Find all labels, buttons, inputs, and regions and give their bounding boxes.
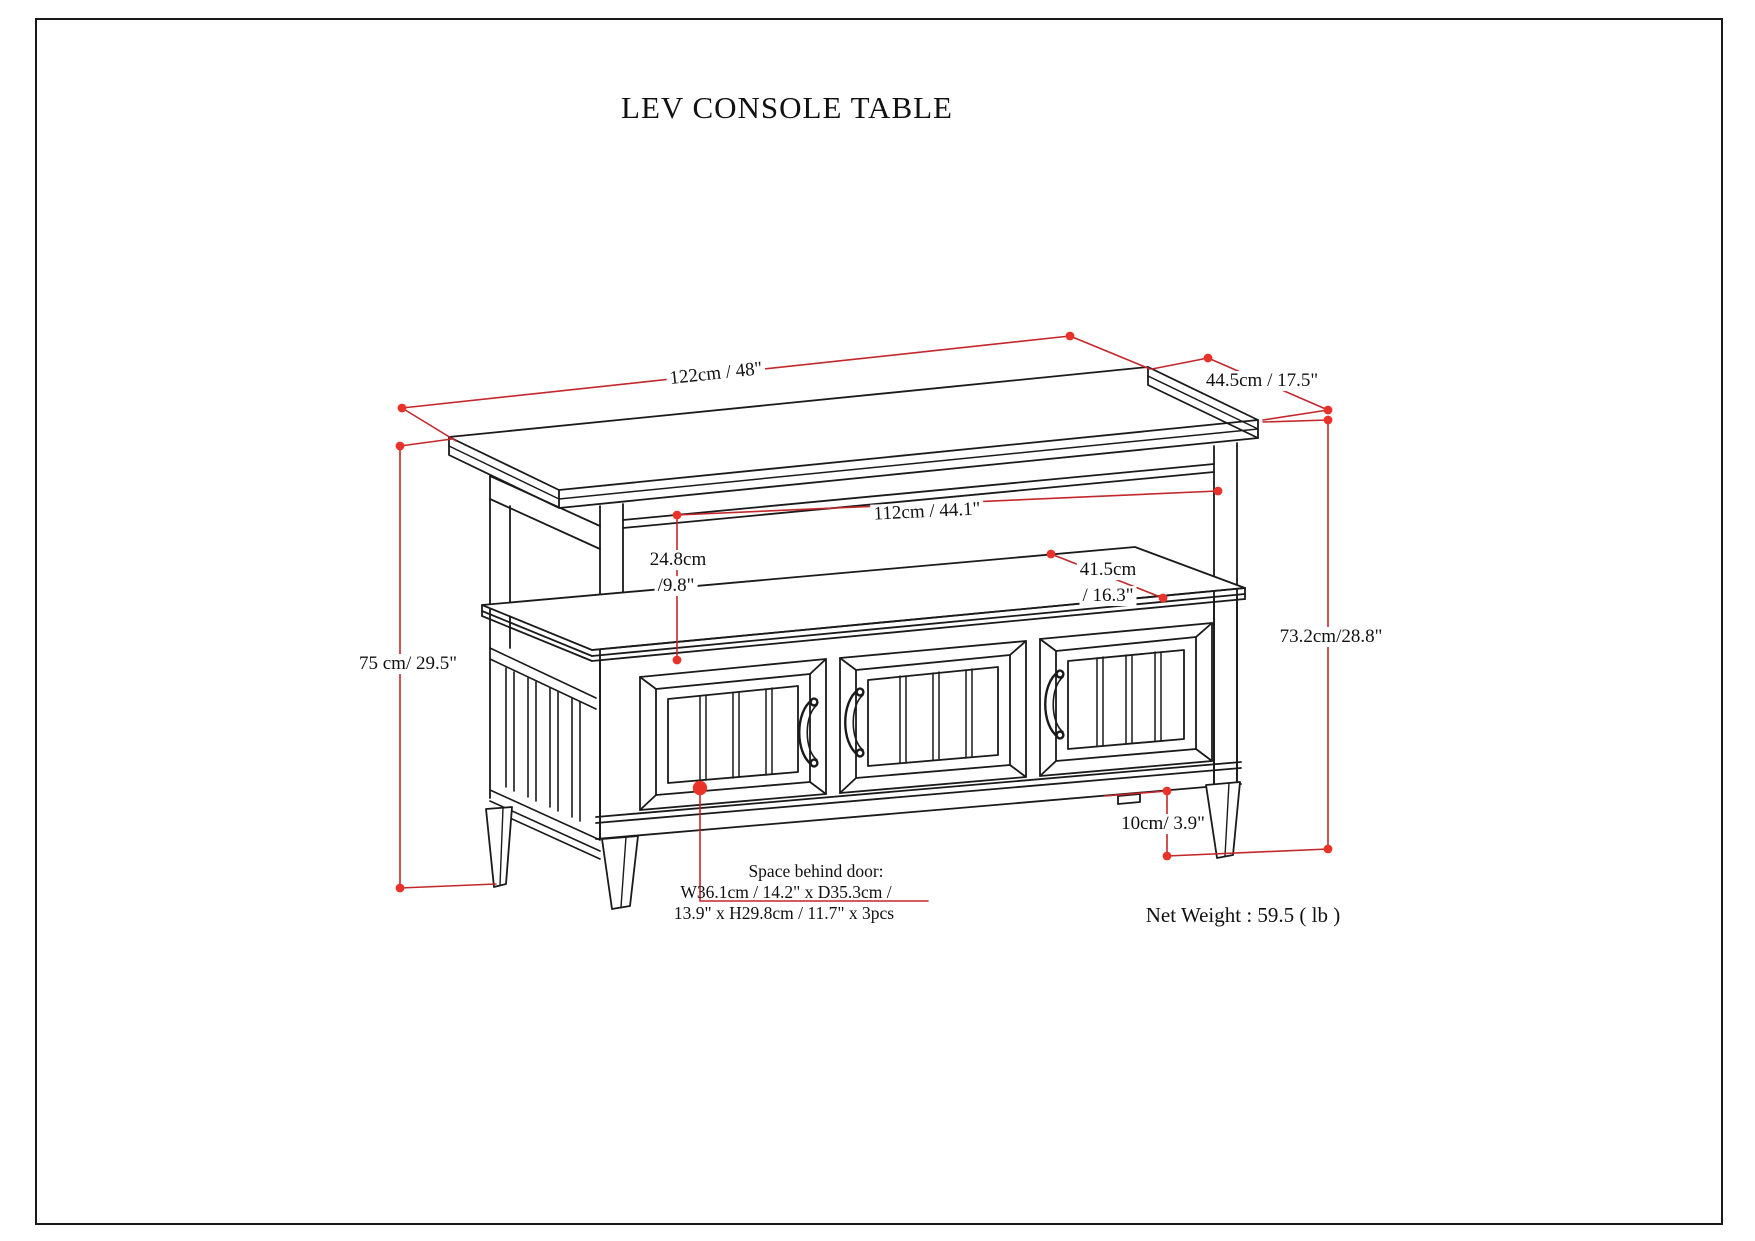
- door-right: [1040, 623, 1212, 776]
- space-behind-door-dot: [693, 781, 707, 795]
- door-center: [840, 641, 1026, 793]
- dim-bottom-connector-line: [1167, 849, 1328, 856]
- dim-label-shelf-height-in: /9.8": [655, 576, 698, 596]
- note-space-behind-door-line1: Space behind door:: [748, 860, 884, 881]
- dim-label-top-depth: 44.5cm / 17.5": [1203, 371, 1321, 391]
- note-space-behind-door-line2: W36.1cm / 14.2" x D35.3cm /: [680, 881, 892, 902]
- dim-label-shelf-width: 112cm / 44.1": [870, 499, 984, 524]
- door-left: [640, 659, 826, 810]
- dim-label-total-height: 75 cm/ 29.5": [356, 654, 460, 674]
- tabletop: [449, 367, 1258, 508]
- page-title: LEV CONSOLE TABLE: [621, 90, 953, 125]
- dim-label-leg-height: 10cm/ 3.9": [1118, 814, 1208, 834]
- dim-label-shelf-depth-in: / 16.3": [1079, 586, 1136, 606]
- note-space-behind-door-line3: 13.9" x H29.8cm / 11.7" x 3pcs: [673, 902, 895, 923]
- dim-label-cabinet-height: 73.2cm/28.8": [1277, 627, 1386, 647]
- note-net-weight: Net Weight : 59.5 ( lb ): [1145, 902, 1341, 927]
- dim-label-top-length: 122cm / 48": [666, 359, 767, 390]
- dim-label-shelf-height-cm: 24.8cm: [647, 550, 709, 570]
- dim-label-shelf-depth-cm: 41.5cm: [1077, 560, 1139, 580]
